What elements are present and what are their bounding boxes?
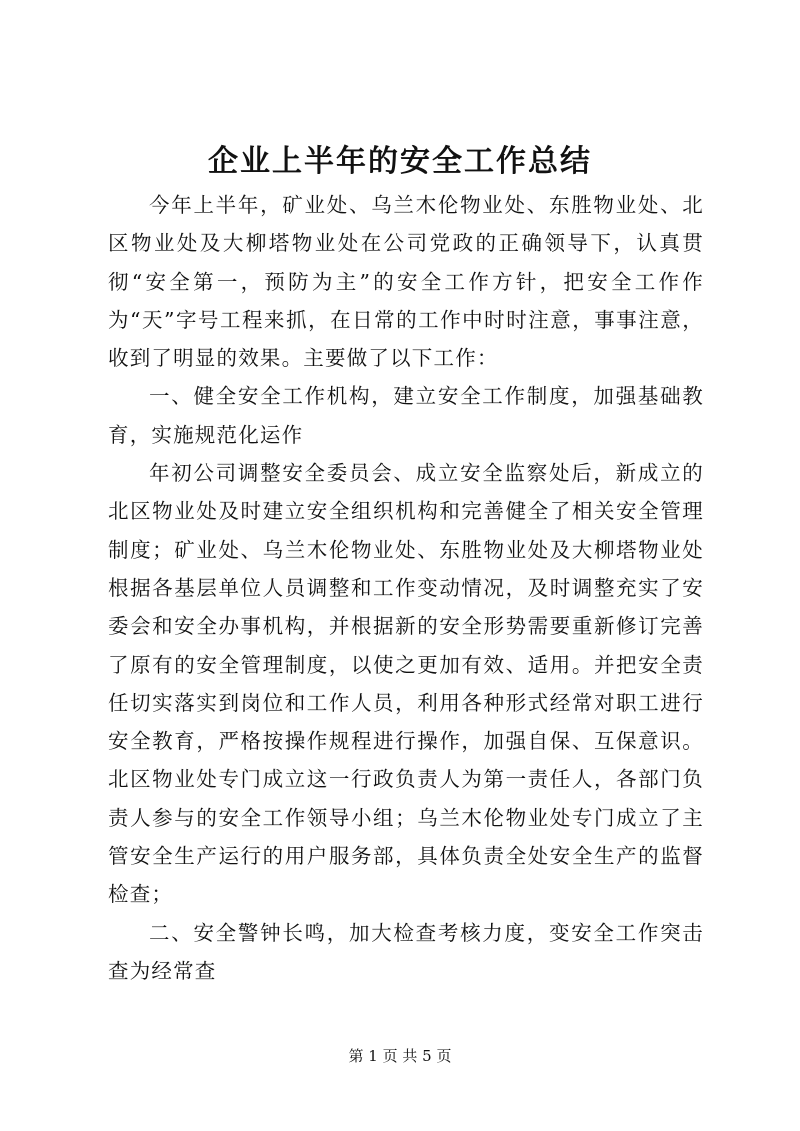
paragraph-intro: 今年上半年，矿业处、乌兰木伦物业处、东胜物业处、北区物业处及大柳塔物业处在公司党政的正确领导下，认真贯彻“安全第一，预防为主”的安全工作方针，把安全工作作为“天”字号工程来抓，在日常的工作中时时注意，事事注意，收到了明显的效果。主要做了以下工作： (108, 193, 704, 371)
paragraph-section-1: 年初公司调整安全委员会、成立安全监察处后，新成立的北区物业处及时建立安全组织机构和完善健全了相关安全管理制度；矿业处、乌兰木伦物业处、东胜物业处及大柳塔物业处根据各基层单位人员调整和工作变动情况，及时调整充实了安委会和安全办事机构，并根据新的安全形势需要重新修订完善了原有的安全管理制度，以使之更加有效、适用。并把安全责任切实落实到岗位和工作人员，利用各种形式经常对职工进行安全教育，严格按操作规程进行操作，加强自保、互保意识。北区物业处专门成立这一行政负责人为第一责任人，各部门负责人参与的安全工作领导小组；乌兰木伦物业处专门成立了主管安全生产运行的用户服务部，具体负责全处安全生产的监督检查； (108, 461, 704, 907)
section-heading-2: 二、安全警钟长鸣，加大检查考核力度，变安全工作突击查为经常查 (108, 920, 704, 983)
document-body (108, 186, 704, 990)
page-number-footer: 第 1 页 共 5 页 (348, 1047, 452, 1065)
document-title: 企业上半年的安全工作总结 (208, 144, 592, 179)
section-heading-1: 一、健全安全工作机构，建立安全工作制度，加强基础教育，实施规范化运作 (108, 384, 704, 447)
